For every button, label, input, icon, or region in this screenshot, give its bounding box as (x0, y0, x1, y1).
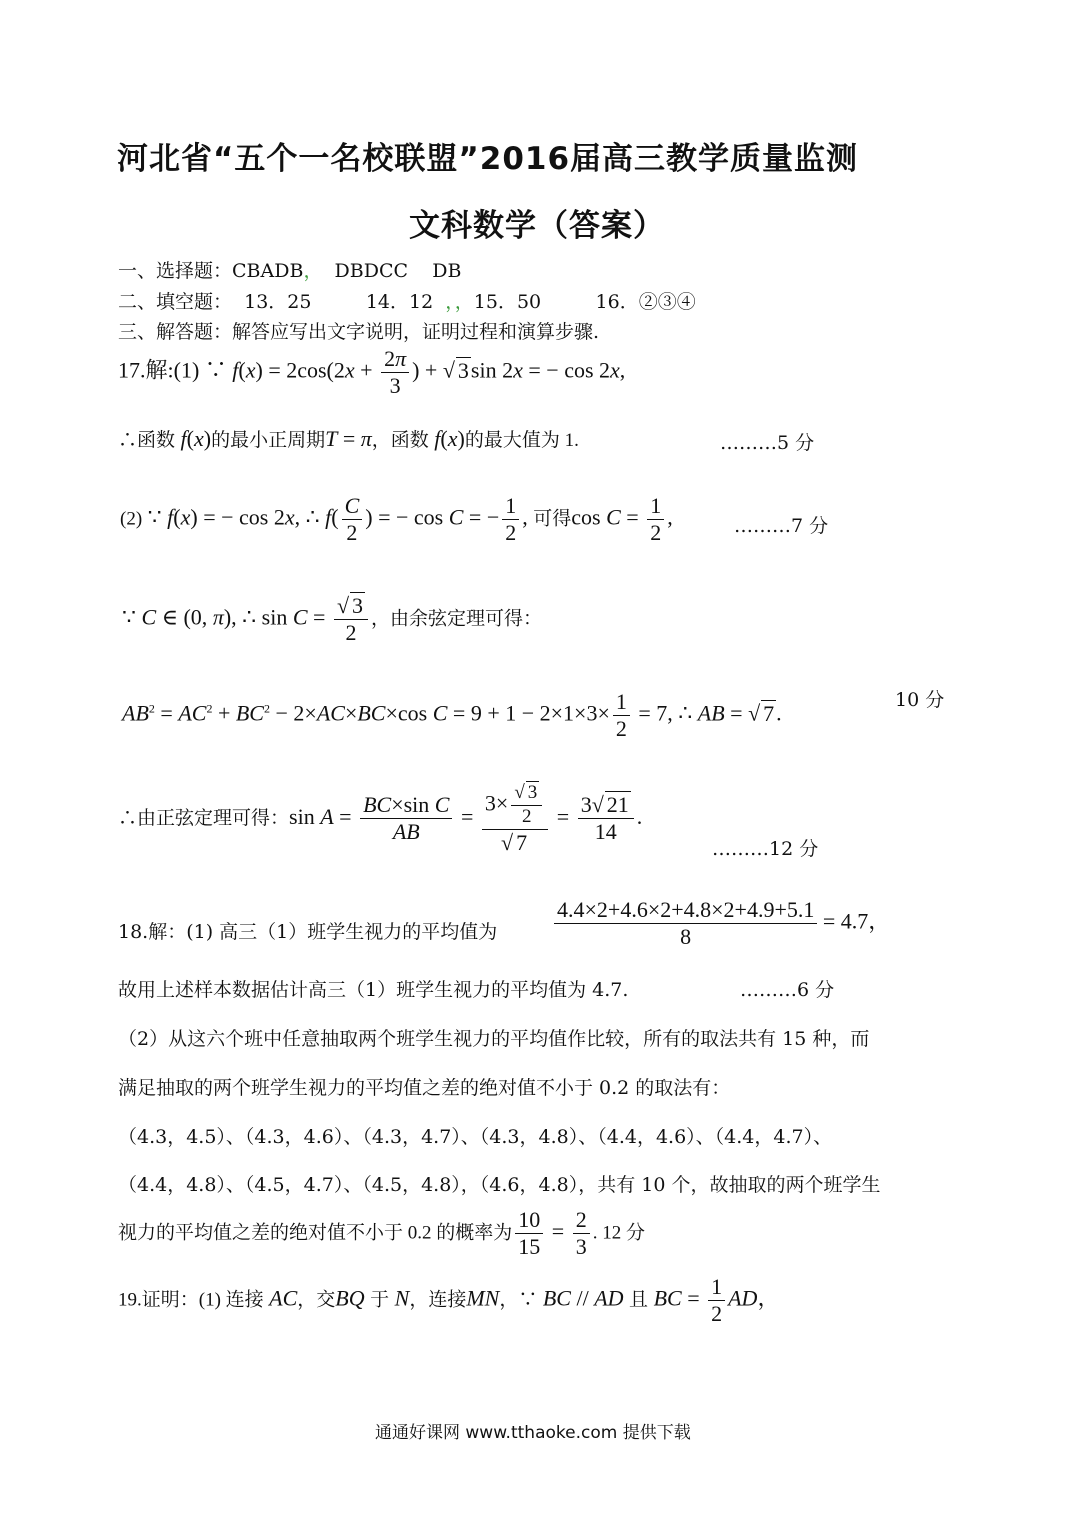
q18-head: 18.解：(1) 高三（1）班学生视力的平均值为 (118, 921, 498, 943)
q13-answer: 13．25 (244, 291, 312, 313)
q18-line2: 故用上述样本数据估计高三（1）班学生视力的平均值为 4.7. (118, 979, 629, 1001)
q19-head: 19.证明：(1) 连接 (118, 1289, 264, 1311)
fill-answers (118, 287, 696, 314)
q19-t4: ，∵ (499, 1289, 538, 1311)
q18-score12: . 12 分 (592, 1222, 645, 1244)
q17-line2-mid2: ，函数 (371, 430, 429, 451)
q16-answer: 16．②③④ (595, 291, 696, 313)
q14-answer: 14．12 (365, 291, 434, 313)
fraction: 3× $\frac{√ 3}{2}$ √ 7 (482, 783, 548, 855)
q18-frac-den: 8 (680, 924, 692, 950)
fraction: $\frac{2}{3}$ (573, 1208, 590, 1259)
q17-line2-end: 的最大值为 1. (464, 430, 579, 451)
fraction (554, 898, 817, 949)
fraction: $\frac{2\pi}{3}$ (381, 347, 409, 398)
fraction: $\frac{3√ 21}{14}$ (578, 793, 634, 844)
section2-label: 二、填空题： (118, 291, 233, 313)
fraction: $\frac{1}{2}$ (708, 1275, 725, 1326)
section3-label: 三、解答题：解答应写出文字说明，证明过程和演算步骤. (118, 321, 600, 343)
q19-t5: 且 (629, 1289, 649, 1311)
fraction: $\frac{C}{2}$ (342, 494, 363, 545)
q19-t3: ，连接 (409, 1289, 467, 1311)
q18-line5: （4.3，4.5）、（4.3，4.6）、（4.3，4.7）、（4.3，4.8）、（4.4，4.6）、（4.4，4.7）、 (118, 1126, 833, 1148)
q18-fraction (554, 898, 890, 949)
q15-answer: 15．50 (473, 291, 542, 313)
q17-line2-text: ∴函数 (118, 430, 176, 451)
q18-line3: （2）从这六个班中任意抽取两个班学生视力的平均值作比较，所有的取法共有 15 种，而 (118, 1028, 870, 1050)
section1-answers: CBADB (232, 260, 304, 282)
q17-line4: ∵ C ∈ (0, π), ∴ sin C = $\frac{√ 3}{2}$ ，由余弦定理可得： (122, 593, 543, 646)
page-subtitle: 文科数学（答案） (409, 208, 665, 244)
q17-line3: (2) ∵ f(x) = − cos 2x, ∴ f( $\frac{C}{2}$ ) = − cos C = − $\frac{1}{2}$ , 可得cos C = $\frac{1}{2}$ , (120, 493, 673, 546)
fraction: $\frac{10}{15}$ (515, 1208, 543, 1259)
section1-answers3: DB (432, 260, 462, 282)
q18-line6: （4.4，4.8）、（4.5，4.7）、（4.5，4.8），（4.6，4.8），共有 10 个，故抽取的两个班学生 (118, 1174, 881, 1196)
footer-text: 通通好课网 www.tthaoke.com 提供下载 (375, 1423, 691, 1443)
q18-line4: 满足抽取的两个班学生视力的平均值之差的绝对值不小于 0.2 的取法有： (118, 1077, 731, 1099)
q18-line7-text: 视力的平均值之差的绝对值不小于 0.2 的概率为 (118, 1222, 513, 1244)
fraction: $\frac{1}{2}$ (502, 494, 519, 545)
q17-part2: (2) (120, 508, 143, 530)
q17-line6: ∴由正弦定理可得：sin A = $\frac{\text{BC×sin C}}{AB}$ = 3× $\frac{√ 3}{2}$ √ 7 = $\frac{3√ 21}{14}$ . (118, 782, 643, 855)
fraction: $\frac{1}{2}$ (647, 494, 664, 545)
q18-score6: ………6 分 (740, 979, 835, 1001)
page-title: 河北省“五个一名校联盟”2016届高三教学质量监测 (117, 141, 859, 177)
fraction: $\frac{1}{2}$ (613, 690, 630, 741)
q17-line5: $AB^2 = AC^2 + BC^2 - 2\times AC\times BC\times\cos$ C = 9 + 1 − 2×1×3× $\frac{1}{2}$ = 7, ∴ AB = √ 7. (122, 689, 782, 742)
q19-t1: ，交 (297, 1289, 336, 1311)
q18-frac-num: 4.4×2+4.6×2+4.8×2+4.9+5.1 (554, 898, 817, 924)
q17-line6-text: ∴由正弦定理可得： (118, 808, 290, 830)
q17-head: 17.解:(1) (118, 357, 200, 383)
q17-line2-mid1: 的最小正周期 (211, 430, 326, 451)
q14-marks: ，， (445, 291, 474, 313)
section1-sep: ， (303, 260, 323, 282)
q18-line7: 视力的平均值之差的绝对值不小于 0.2 的概率为 $\frac{10}{15}$ = $\frac{2}{3}$ . 12 分 (118, 1207, 645, 1260)
q18-result: = 4.7， (822, 908, 891, 934)
fraction: $\frac{\text{BC×sin C}}{AB}$ (360, 793, 452, 844)
q17-line2: ∴函数 f(x)的最小正周期T = π，函数 f(x)的最大值为 1. (118, 426, 579, 451)
section1-answers2: DBDCC (334, 260, 409, 282)
fraction: $\frac{√ 3}{2}$ (334, 594, 368, 645)
q17-keyi: 可得 (533, 508, 572, 530)
q19-t2: 于 (370, 1289, 390, 1311)
q17-line1: 17.解:(1) ∵ f(x) = 2cos(2x + $\frac{2\pi}{3}$ ) + √ 3sin 2x = − cos 2x, (118, 346, 626, 399)
choice-answers (118, 256, 461, 283)
section1-label: 一、选择题： (118, 260, 233, 282)
q19-line1: 19.证明：(1) 连接 AC，交BQ 于 N，连接MN，∵ BC // AD 且 BC = $\frac{1}{2}$ AD， (118, 1274, 780, 1327)
q17-score7: ………7 分 (734, 515, 829, 537)
q17-line4-text: ，由余弦定理可得： (371, 608, 543, 630)
q17-score5: ………5 分 (720, 432, 815, 454)
q17-score12: ………12 分 (712, 838, 819, 860)
q17-score10: 10 分 (895, 689, 945, 711)
